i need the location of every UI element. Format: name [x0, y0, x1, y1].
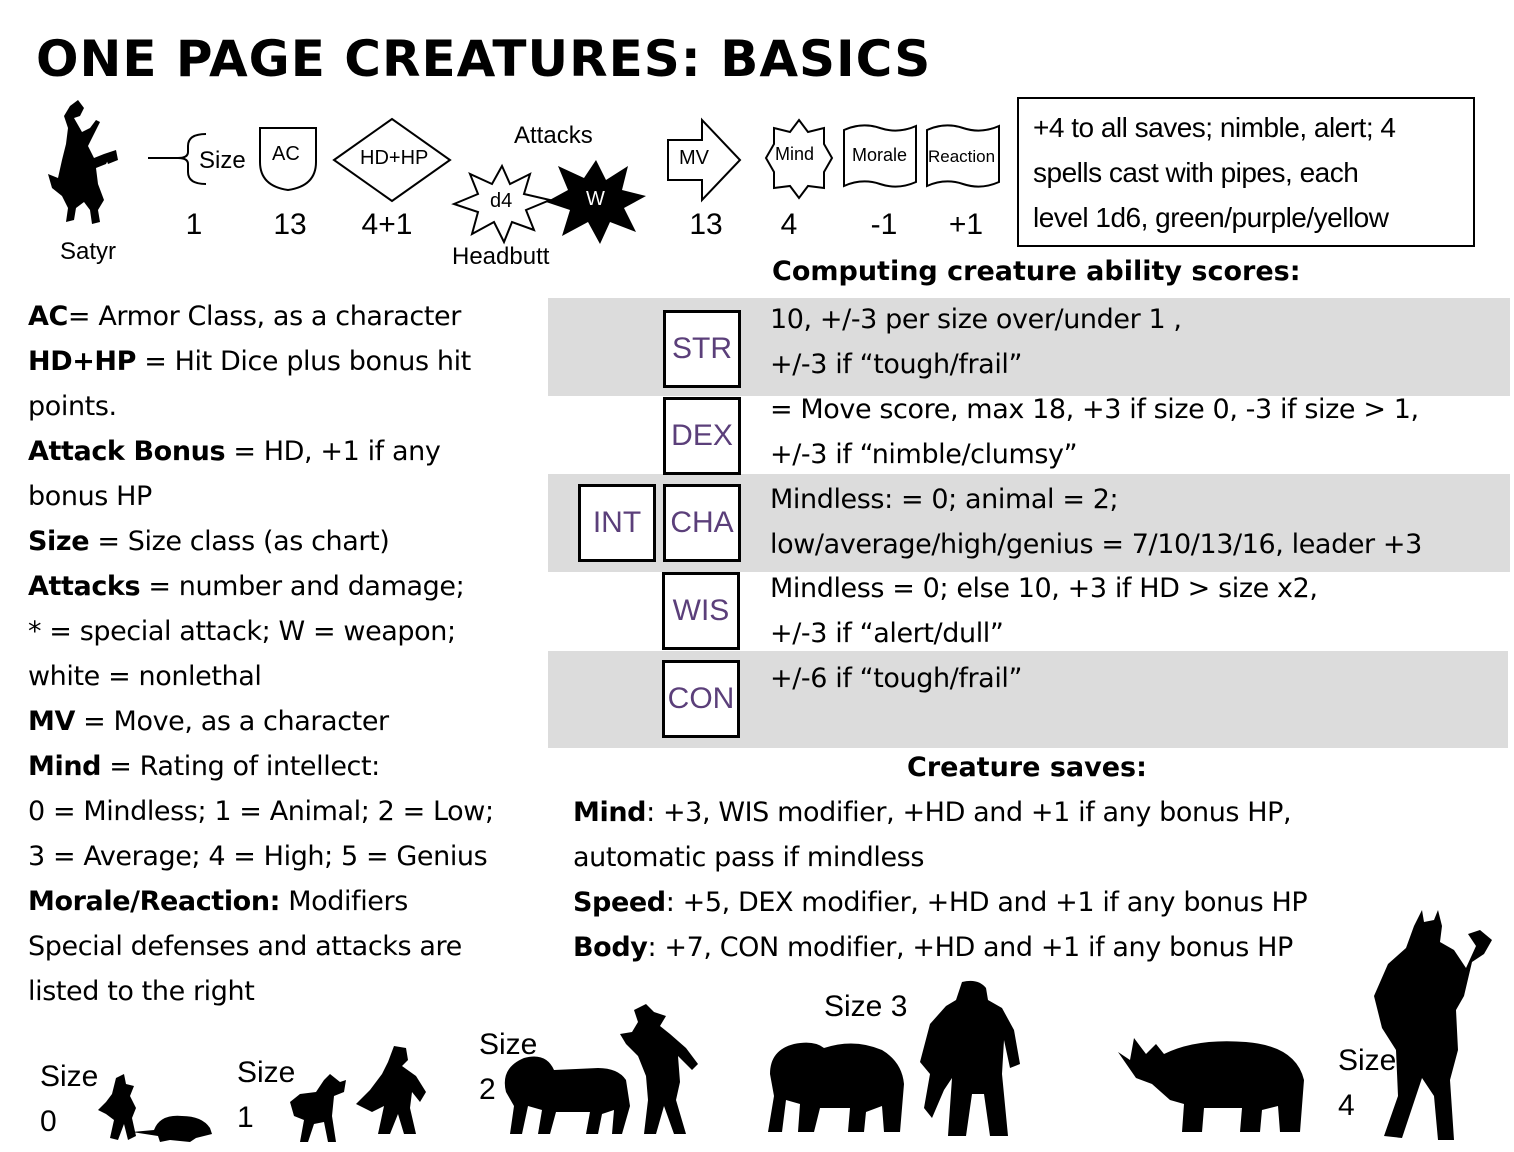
wolf-silhouette: [286, 1072, 352, 1146]
size-2-label: Size 2: [479, 1028, 538, 1106]
def-text: Special defenses and attacks are: [28, 931, 462, 962]
ability-box-dex: DEX: [663, 397, 741, 475]
rule-line: +/-3 if “alert/dull”: [770, 618, 1004, 649]
save-text: : +5, DEX modifier, +HD and +1 if any bonus HP: [665, 887, 1308, 918]
def-text: listed to the right: [28, 976, 255, 1007]
attack-name: Headbutt: [452, 243, 550, 270]
ability-rule-dex: [770, 387, 1500, 477]
size-1-label: Size 1: [237, 1056, 296, 1134]
page-title: ONE PAGE CREATURES: BASICS: [36, 30, 932, 88]
def-text: = Rating of intellect:: [101, 751, 380, 782]
attacks-label: Attacks: [514, 122, 593, 149]
def-text: * = special attack; W = weapon;: [28, 616, 456, 647]
size-label: Size: [199, 147, 246, 174]
saves-heading: Creature saves:: [907, 752, 1147, 783]
def-text: bonus HP: [28, 481, 152, 512]
ability-rule-wis: [770, 566, 1500, 656]
ability-box-wis: WIS: [662, 572, 740, 650]
saves-list: [573, 790, 1473, 970]
hdhp-label: HD+HP: [360, 147, 429, 169]
def-term: HD+HP: [28, 346, 137, 377]
attack-die: d4: [490, 190, 513, 212]
attack-weapon: W: [586, 188, 605, 210]
rule-line: = Move score, max 18, +3 if size 0, -3 if size > 1,: [770, 394, 1419, 425]
def-term: Attacks: [28, 571, 141, 602]
save-term: Body: [573, 932, 648, 963]
ac-label: AC: [272, 143, 300, 165]
halfling-silhouette: [354, 1044, 430, 1138]
def-text: = Hit Dice plus bonus hit: [136, 346, 471, 377]
def-term: Mind: [28, 751, 102, 782]
def-text: 3 = Average; 4 = High; 5 = Genius: [28, 841, 488, 872]
save-text: : +3, WIS modifier, +HD and +1 if any bonus HP,: [646, 797, 1292, 828]
def-text: = Size class (as chart): [89, 526, 390, 557]
rat-silhouette: [130, 1110, 214, 1144]
mind-value: 4: [780, 208, 798, 241]
size-4-label: Size 4: [1338, 1044, 1397, 1122]
def-term: AC: [28, 301, 68, 332]
hdhp-value: 4+1: [361, 208, 413, 241]
rule-line: Mindless: = 0; animal = 2;: [770, 484, 1119, 515]
bear-silhouette: [764, 1034, 906, 1134]
def-text: = Armor Class, as a character: [67, 301, 461, 332]
definitions-list: [28, 294, 548, 1014]
def-text: 0 = Mindless; 1 = Animal; 2 = Low;: [28, 796, 494, 827]
ability-box-str: STR: [663, 310, 741, 388]
def-text: points.: [28, 391, 117, 422]
def-text: white = nonlethal: [28, 661, 262, 692]
save-text: automatic pass if mindless: [573, 842, 925, 873]
def-text: Modifiers: [280, 886, 408, 917]
ability-rule-str: [770, 297, 1500, 387]
special-notes-box: [1017, 97, 1475, 247]
rule-line: low/average/high/genius = 7/10/13/16, leader +3: [770, 529, 1422, 560]
rule-line: 10, +/-3 per size over/under 1 ,: [770, 304, 1182, 335]
reaction-label: Reaction: [928, 147, 996, 166]
note-line: level 1d6, green/purple/yellow: [1033, 202, 1389, 233]
size-3-label: Size 3: [824, 990, 908, 1023]
note-line: +4 to all saves; nimble, alert; 4: [1033, 112, 1396, 143]
save-text: : +7, CON modifier, +HD and +1 if any bonus HP: [647, 932, 1293, 963]
note-line: spells cast with pipes, each: [1033, 157, 1359, 188]
rule-line: +/-6 if “tough/frail”: [770, 663, 1023, 694]
rule-line: +/-3 if “nimble/clumsy”: [770, 439, 1078, 470]
ability-rule-con: [770, 656, 1500, 701]
def-term: Morale/Reaction:: [28, 886, 281, 917]
lion-silhouette: [498, 1050, 632, 1136]
def-term: Size: [28, 526, 90, 557]
ability-box-con: CON: [662, 660, 740, 738]
ability-rule-int-cha: [770, 477, 1500, 567]
horned-warrior-silhouette: [1368, 910, 1500, 1144]
def-text: = HD, +1 if any: [225, 436, 441, 467]
def-term: MV: [28, 706, 75, 737]
ac-value: 13: [273, 208, 307, 241]
save-term: Speed: [573, 887, 666, 918]
mv-label: MV: [679, 147, 709, 169]
ability-scores-heading: Computing creature ability scores:: [772, 256, 1301, 287]
morale-value: -1: [870, 208, 898, 241]
creature-name: Satyr: [60, 238, 117, 265]
ability-box-int: INT: [578, 484, 656, 562]
gnoll-warrior-silhouette: [616, 1004, 706, 1138]
size-value: 1: [185, 208, 203, 241]
mv-value: 13: [689, 208, 723, 241]
def-term: Attack Bonus: [28, 436, 226, 467]
mind-label: Mind: [775, 144, 815, 164]
morale-label: Morale: [852, 145, 908, 165]
rule-line: Mindless = 0; else 10, +3 if HD > size x2,: [770, 573, 1318, 604]
size-0-label: Size 0: [40, 1060, 99, 1138]
ogre-silhouette: [916, 978, 1022, 1140]
ability-box-cha: CHA: [663, 484, 741, 562]
rule-line: +/-3 if “tough/frail”: [770, 349, 1023, 380]
satyr-silhouette: [44, 98, 124, 238]
def-text: = Move, as a character: [74, 706, 389, 737]
save-term: Mind: [573, 797, 647, 828]
reaction-value: +1: [948, 208, 984, 241]
rhino-silhouette: [1116, 1024, 1308, 1134]
def-text: = number and damage;: [140, 571, 465, 602]
